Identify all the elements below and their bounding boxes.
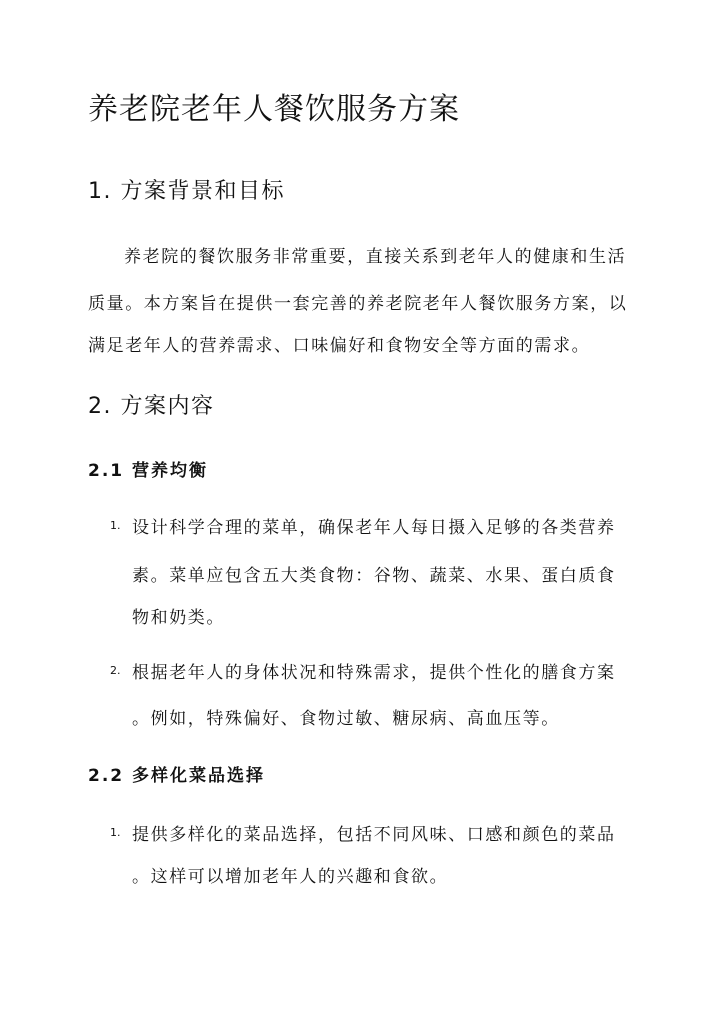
list-item-line: 设计科学合理的菜单，确保老年人每日摄入足够的各类营养 [132, 518, 616, 538]
list-item-number: 2. [110, 664, 121, 677]
subsection-2-1-heading: 2.1 营养均衡 [88, 461, 209, 481]
list-item-line: 。例如，特殊偏好、食物过敏、糖尿病、高血压等。 [132, 709, 560, 729]
list-item-line: 。这样可以增加老年人的兴趣和食欲。 [132, 867, 449, 887]
section-1-heading: 1. 方案背景和目标 [88, 179, 285, 204]
document-title: 养老院老年人餐饮服务方案 [88, 92, 460, 127]
section-1-line-2: 质量。本方案旨在提供一套完善的养老院老年人餐饮服务方案，以 [88, 294, 628, 314]
list-item-number: 1. [110, 826, 121, 839]
section-2-heading: 2. 方案内容 [88, 394, 215, 419]
list-item-line: 根据老年人的身体状况和特殊需求，提供个性化的膳食方案 [132, 663, 616, 683]
subsection-2-2-heading: 2.2 多样化菜品选择 [88, 766, 266, 786]
section-1-line-1: 养老院的餐饮服务非常重要，直接关系到老年人的健康和生活 [124, 247, 627, 267]
list-item-number: 1. [110, 519, 121, 532]
list-item-line: 素。菜单应包含五大类食物：谷物、蔬菜、水果、蛋白质食 [132, 566, 616, 586]
list-item-line: 提供多样化的菜品选择，包括不同风味、口感和颜色的菜品 [132, 825, 616, 845]
section-1-line-3: 满足老年人的营养需求、口味偏好和食物安全等方面的需求。 [88, 336, 591, 356]
list-item-line: 物和奶类。 [132, 608, 225, 628]
